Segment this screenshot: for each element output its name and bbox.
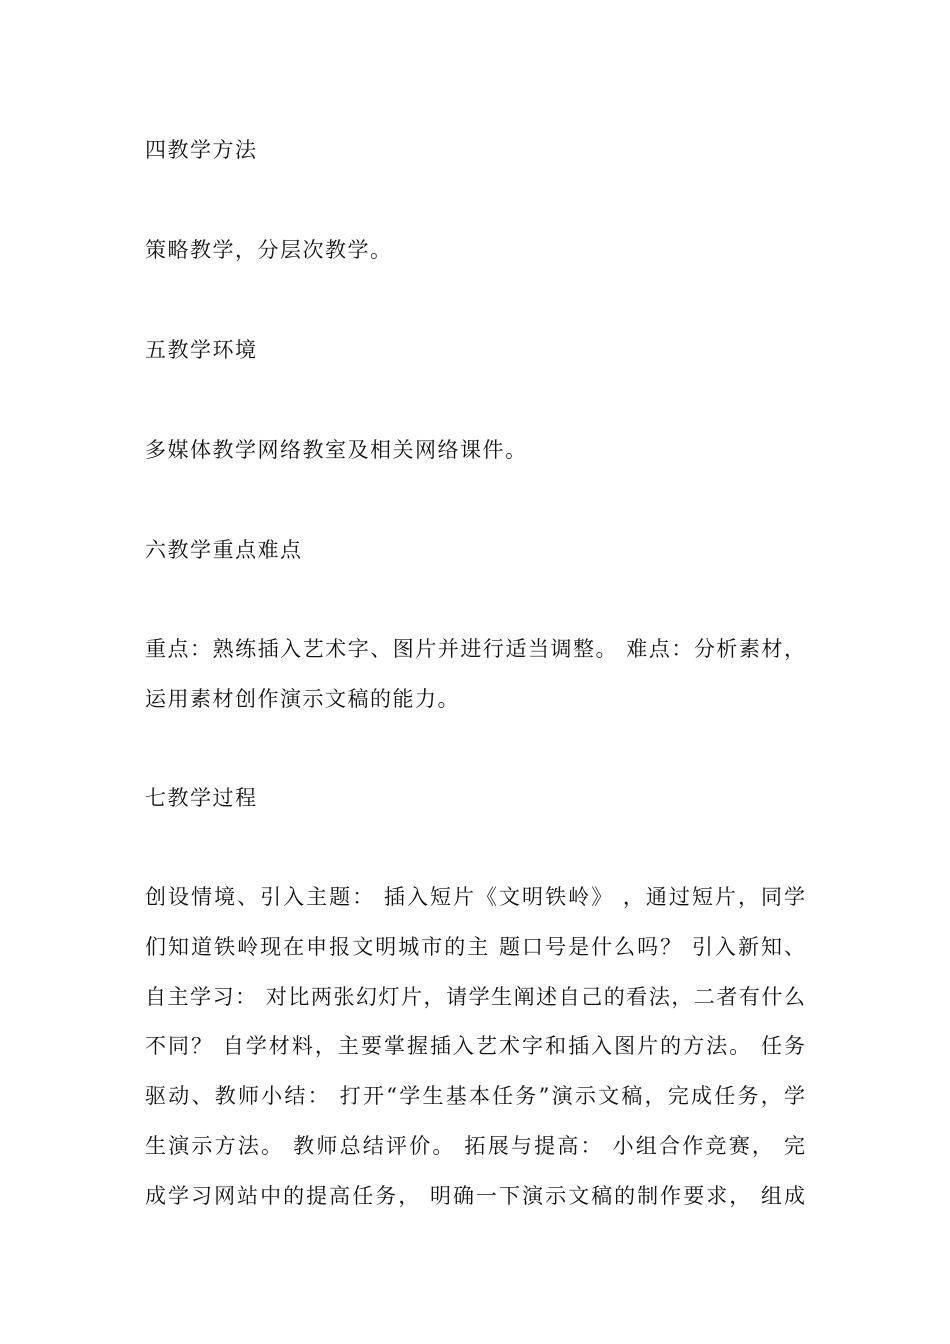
paragraph-methods-line-1: 策略教学，分层次教学。 — [145, 238, 393, 262]
paragraph-process-line-7: 成学习网站中的提高任务， 明确一下演示文稿的制作要求， 组成 — [145, 1184, 805, 1208]
paragraph-process-line-2: 们知道铁岭现在申报文明城市的主 题口号是什么吗？ 引入新知、 — [145, 935, 805, 959]
paragraph-environment-line-1: 多媒体教学网络教室及相关网络课件。 — [145, 438, 528, 462]
section-heading-key-points: 六教学重点难点 — [145, 538, 303, 562]
paragraph-process-line-1: 创设情境、引入主题： 插入短片《文明铁岭》 ，通过短片，同学 — [145, 885, 805, 909]
paragraph-key-points-line-2: 运用素材创作演示文稿的能力。 — [145, 687, 460, 711]
paragraph-process-line-3: 自主学习： 对比两张幻灯片，请学生阐述自己的看法，二者有什么 — [145, 985, 805, 1009]
section-heading-process: 七教学过程 — [145, 786, 258, 810]
paragraph-process-line-6: 生演示方法。 教师总结评价。 拓展与提高： 小组合作竞赛， 完 — [145, 1134, 805, 1158]
paragraph-key-points-line-1: 重点：熟练插入艺术字、图片并进行适当调整。 难点：分析素材， — [145, 637, 805, 661]
paragraph-process-line-4: 不同？ 自学材料，主要掌握插入艺术字和插入图片的方法。 任务 — [145, 1034, 805, 1058]
section-heading-environment: 五教学环境 — [145, 338, 258, 362]
section-heading-methods: 四教学方法 — [145, 138, 258, 162]
paragraph-process-line-5: 驱动、教师小结： 打开“学生基本任务”演示文稿，完成任务，学 — [145, 1084, 805, 1108]
